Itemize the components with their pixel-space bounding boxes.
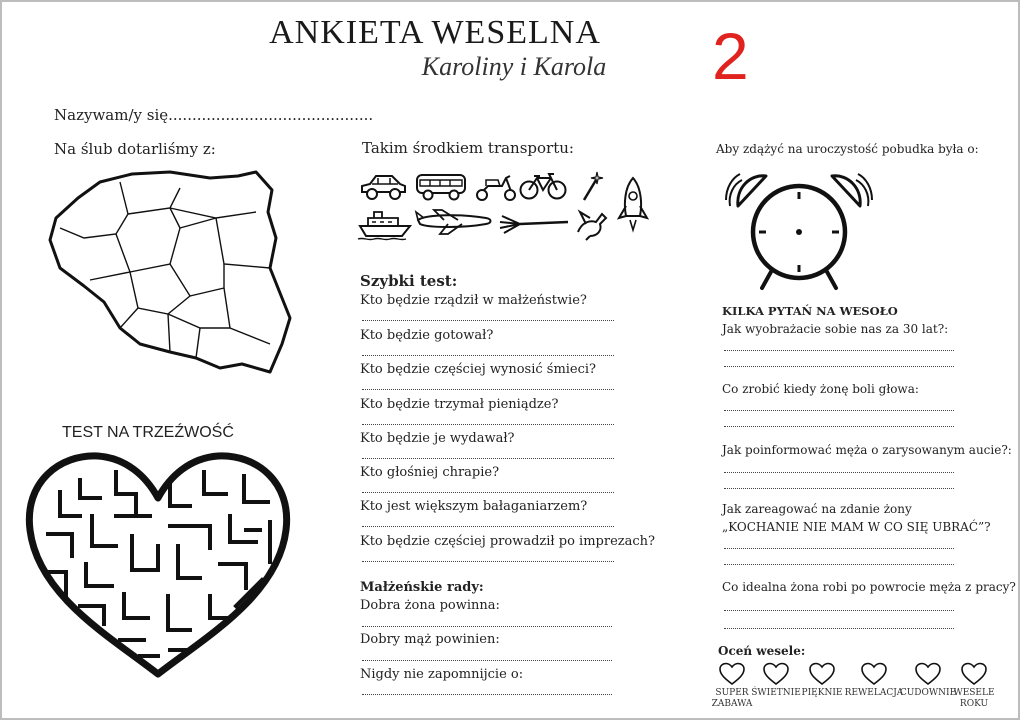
dragon-icon[interactable] <box>572 204 610 240</box>
page-subtitle: Karoliny i Karola <box>421 52 607 81</box>
answer-line[interactable] <box>362 320 614 321</box>
bicycle-icon[interactable] <box>518 172 568 202</box>
fun-questions-heading: KILKA PYTAŃ NA WESOŁO <box>722 304 898 318</box>
fun-question-4-line-2: „KOCHANIE NIE MAM W CO SIĘ UBRAĆ”? <box>722 520 991 534</box>
heart-icon[interactable] <box>860 662 888 686</box>
fun-question-2: Co zrobić kiedy żonę boli głowa: <box>722 382 919 396</box>
page-title: ANKIETA WESELNA <box>269 14 601 51</box>
quick-test-question-7: Kto jest większym bałaganiarzem? <box>360 499 588 514</box>
heart-maze-icon <box>20 446 296 684</box>
quick-test-heading: Szybki test: <box>360 272 458 290</box>
answer-line[interactable] <box>362 660 612 661</box>
rating-label: CUDOWNIE <box>899 688 957 698</box>
quick-test-question-4: Kto będzie trzymał pieniądze? <box>360 397 559 412</box>
quick-test-question-2: Kto będzie gotował? <box>360 328 494 343</box>
answer-line[interactable] <box>362 355 614 356</box>
rating-label: SUPER ZABAWA <box>711 688 753 709</box>
answer-line[interactable] <box>724 564 954 565</box>
answer-line[interactable] <box>362 389 614 390</box>
heart-icon[interactable] <box>960 662 988 686</box>
advice-item-2: Dobry mąż powinien: <box>360 632 500 647</box>
rating-label: REWELACJA <box>844 688 904 698</box>
fun-question-4-line-1: Jak zareagować na zdanie żony <box>722 502 912 516</box>
advice-item-1: Dobra żona powinna: <box>360 598 500 613</box>
bus-icon[interactable] <box>414 172 468 202</box>
car-icon[interactable] <box>358 172 408 202</box>
rocket-icon[interactable] <box>616 176 650 232</box>
answer-line[interactable] <box>724 426 954 427</box>
answer-line[interactable] <box>362 626 612 627</box>
sobriety-test-label: TEST NA TRZEŹWOŚĆ <box>62 424 234 441</box>
heart-icon[interactable] <box>914 662 942 686</box>
answer-line[interactable] <box>724 628 954 629</box>
alarm-clock-icon <box>724 166 874 296</box>
rating-label: ŚWIETNIE <box>751 688 801 698</box>
answer-line[interactable] <box>362 424 614 425</box>
rating-option-wesele-roku[interactable] <box>944 662 1004 710</box>
answer-line[interactable] <box>724 410 954 411</box>
answer-line[interactable] <box>362 561 614 562</box>
answer-line[interactable] <box>724 472 954 473</box>
airplane-icon[interactable] <box>414 208 494 236</box>
advice-heading: Małżeńskie rady: <box>360 580 484 595</box>
scooter-icon[interactable] <box>474 170 518 202</box>
poland-map-icon <box>20 168 292 380</box>
advice-item-3: Nigdy nie zapomnijcie o: <box>360 667 524 682</box>
rating-option-rewelacja[interactable] <box>844 662 904 699</box>
rating-label: PIĘKNIE <box>801 688 843 698</box>
answer-line[interactable] <box>724 350 954 351</box>
arrived-from-label: Na ślub dotarliśmy z: <box>54 140 216 158</box>
broom-icon[interactable] <box>498 214 570 234</box>
answer-line[interactable] <box>362 492 614 493</box>
name-field-label[interactable]: Nazywam/y się........................................... <box>54 106 374 124</box>
quick-test-question-3: Kto będzie częściej wynosić śmieci? <box>360 362 597 377</box>
magic-wand-icon[interactable] <box>580 170 604 202</box>
answer-line[interactable] <box>724 548 954 549</box>
heart-icon[interactable] <box>808 662 836 686</box>
answer-line[interactable] <box>724 366 954 367</box>
fun-question-1: Jak wyobrażacie sobie nas za 30 lat?: <box>722 322 949 336</box>
rating-label: WESELE ROKU <box>953 688 995 709</box>
quick-test-question-6: Kto głośniej chrapie? <box>360 465 500 480</box>
answer-line[interactable] <box>362 526 614 527</box>
quick-test-question-8: Kto będzie częściej prowadził po imprezach? <box>360 534 655 549</box>
heart-icon[interactable] <box>762 662 790 686</box>
heart-icon[interactable] <box>718 662 746 686</box>
rating-option-pieknie[interactable] <box>792 662 852 699</box>
ship-icon[interactable] <box>358 208 412 240</box>
rating-heading: Oceń wesele: <box>718 644 806 658</box>
fun-question-5: Co idealna żona robi po powrocie męża z pracy? <box>722 580 1016 594</box>
sheet-number: 2 <box>712 19 749 93</box>
answer-line[interactable] <box>724 610 954 611</box>
fun-question-3: Jak poinformować męża o zarysowanym aucie?: <box>722 443 1012 457</box>
quick-test-question-5: Kto będzie je wydawał? <box>360 431 515 446</box>
transport-label: Takim środkiem transportu: <box>362 139 574 157</box>
answer-line[interactable] <box>362 694 612 695</box>
answer-line[interactable] <box>724 488 954 489</box>
answer-line[interactable] <box>362 458 614 459</box>
wakeup-label: Aby zdążyć na uroczystość pobudka była o: <box>716 142 979 156</box>
quick-test-question-1: Kto będzie rządził w małżeństwie? <box>360 293 587 308</box>
